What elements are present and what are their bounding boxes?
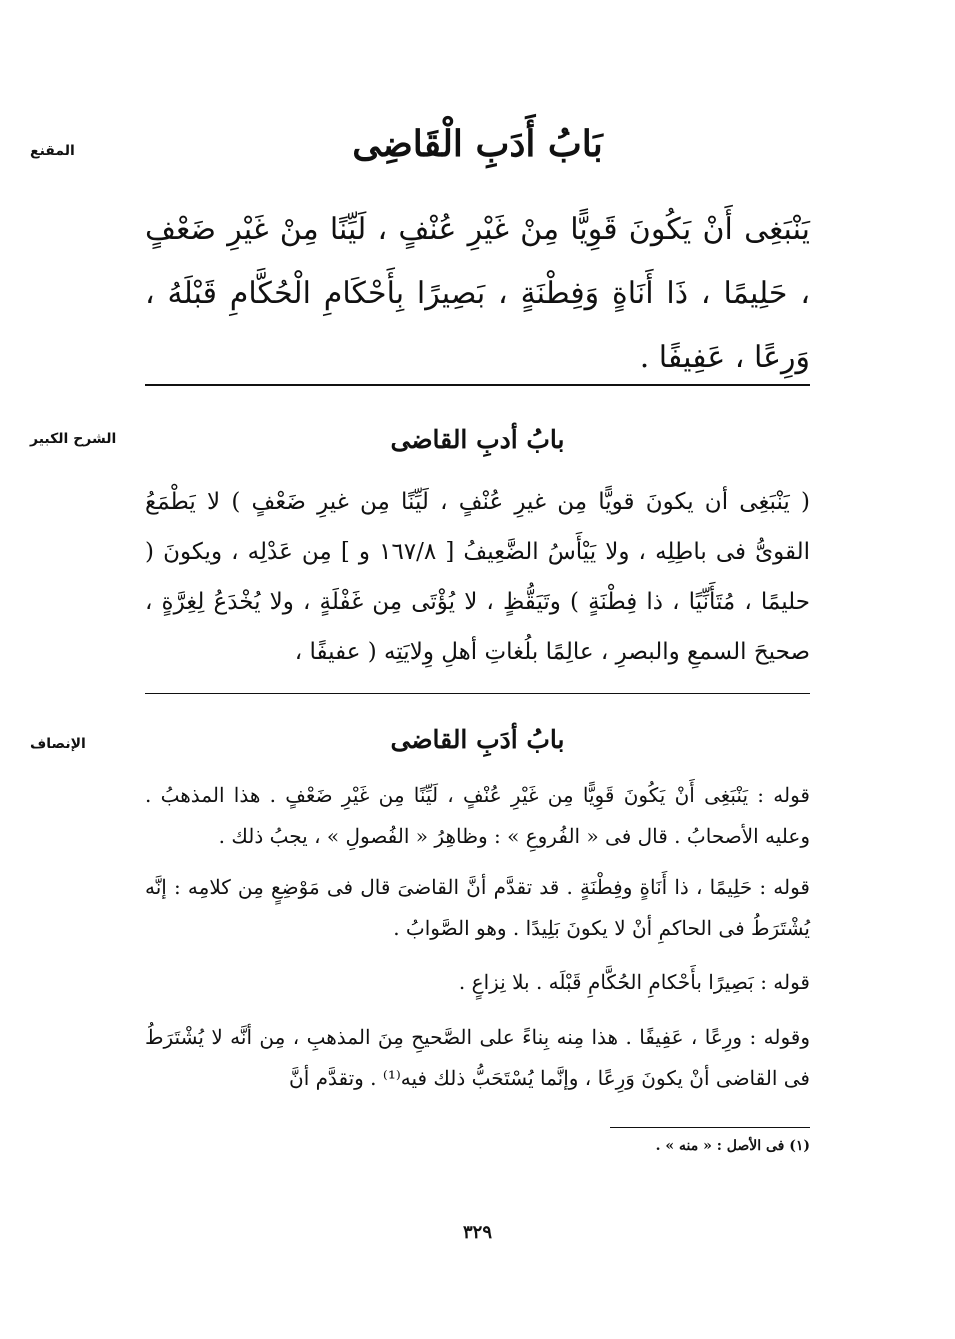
- section-divider: [145, 384, 810, 386]
- insaf-paragraph: وقوله : ورِعًا ، عَفِيفًا . هذا مِنه بِناءً على الصَّحيحِ مِنَ المذهبِ ، مِن أنَّه لا يُشْتَرَطُ فى القاضى أنْ يكونَ وَرِعًا ، وإنَّما يُسْتَحَبُّ ذلك فيه⁽¹⁾ . وتقدَّم أنَّ: [145, 1025, 810, 1090]
- sharh-kabir-paragraph: ( يَنْبَغِى أن يكونَ قويًّا مِن غيرِ عُنْفٍ ، لَيِّنًا مِن غيرِ ضَعْفٍ ) لا يَطْمَعُ القوىُّ فى باطِلِه ، ولا يَيْأَسُ الضَّعِيفُ [ ١٦٧/٨ و ] مِن عَدْلِه ، ويكونَ ( حليمًا ، مُتَأَنِّيًا ، ذا فِطْنَةٍ ) وتَيَقُّظٍ ، لا يُؤْتَى مِن غَفْلَةٍ ، ولا يُخْدَعُ لِغِرَّةٍ ، صحيحَ السمعِ والبصرِ ، عالِمًا بلُغاتِ أهلِ وِلايَتِه ( عفيفًا ،: [145, 489, 810, 665]
- muqni-paragraph: يَنْبَغِى أَنْ يَكُونَ قَوِيًّا مِنْ غَيْرِ عُنْفٍ ، لَيِّنًا مِنْ غَيْرِ ضَعْفٍ ، حَلِيمًا ، ذَا أَنَاةٍ وَفِطْنَةٍ ، بَصِيرًا بِأَحْكَامِ الْحُكَّامِ قَبْلَهُ ، وَرِعًا ، عَفِيفًا .: [145, 212, 810, 375]
- section-title-muqni: بَابُ أَدَبِ الْقَاضِى: [352, 123, 603, 165]
- side-label-muqni: المقنع: [30, 143, 75, 159]
- section-title-sharh-kabir: بابُ أدبِ القاضى: [390, 425, 565, 454]
- insaf-paragraph: قوله : حَلِيمًا ، ذا أَنَاةٍ وفِطْنَةٍ . قد تقدَّم أنَّ القاضىَ قال فى مَوْضِعٍ مِن كلامِه : إنَّه يُشْتَرَطُ فى الحاكمِ أنْ لا يكونَ بَلِيدًا . وهو الصَّوابُ .: [145, 875, 810, 940]
- footnote-divider: [610, 1127, 810, 1128]
- section-title-insaf: بابُ أدَبِ القاضى: [390, 725, 565, 754]
- insaf-paragraph: قوله : بَصِيرًا بأَحْكامِ الحُكَّامِ قَبْلَه . بلا نِزاعٍ .: [458, 970, 810, 994]
- page-number: ٣٢٩: [462, 1222, 492, 1243]
- side-label-sharh-kabir: الشرح الكبير: [30, 431, 117, 447]
- footnote: (١) فى الأصل : « منه » .: [655, 1138, 810, 1154]
- side-label-insaf: الإنصاف: [30, 736, 86, 752]
- insaf-paragraph: قوله : يَنْبَغِى أَنْ يَكُونَ قَوِيًّا مِن غَيْرِ عُنْفٍ ، لَيِّنًا مِن غَيْرِ ضَعْفٍ . هذا المذهبُ . وعليه الأصحابُ . قال فى « الفُروعِ » : وظاهِرُ « الفُصولِ » ، يجبُ ذلك .: [145, 783, 810, 848]
- section-divider: [145, 693, 810, 694]
